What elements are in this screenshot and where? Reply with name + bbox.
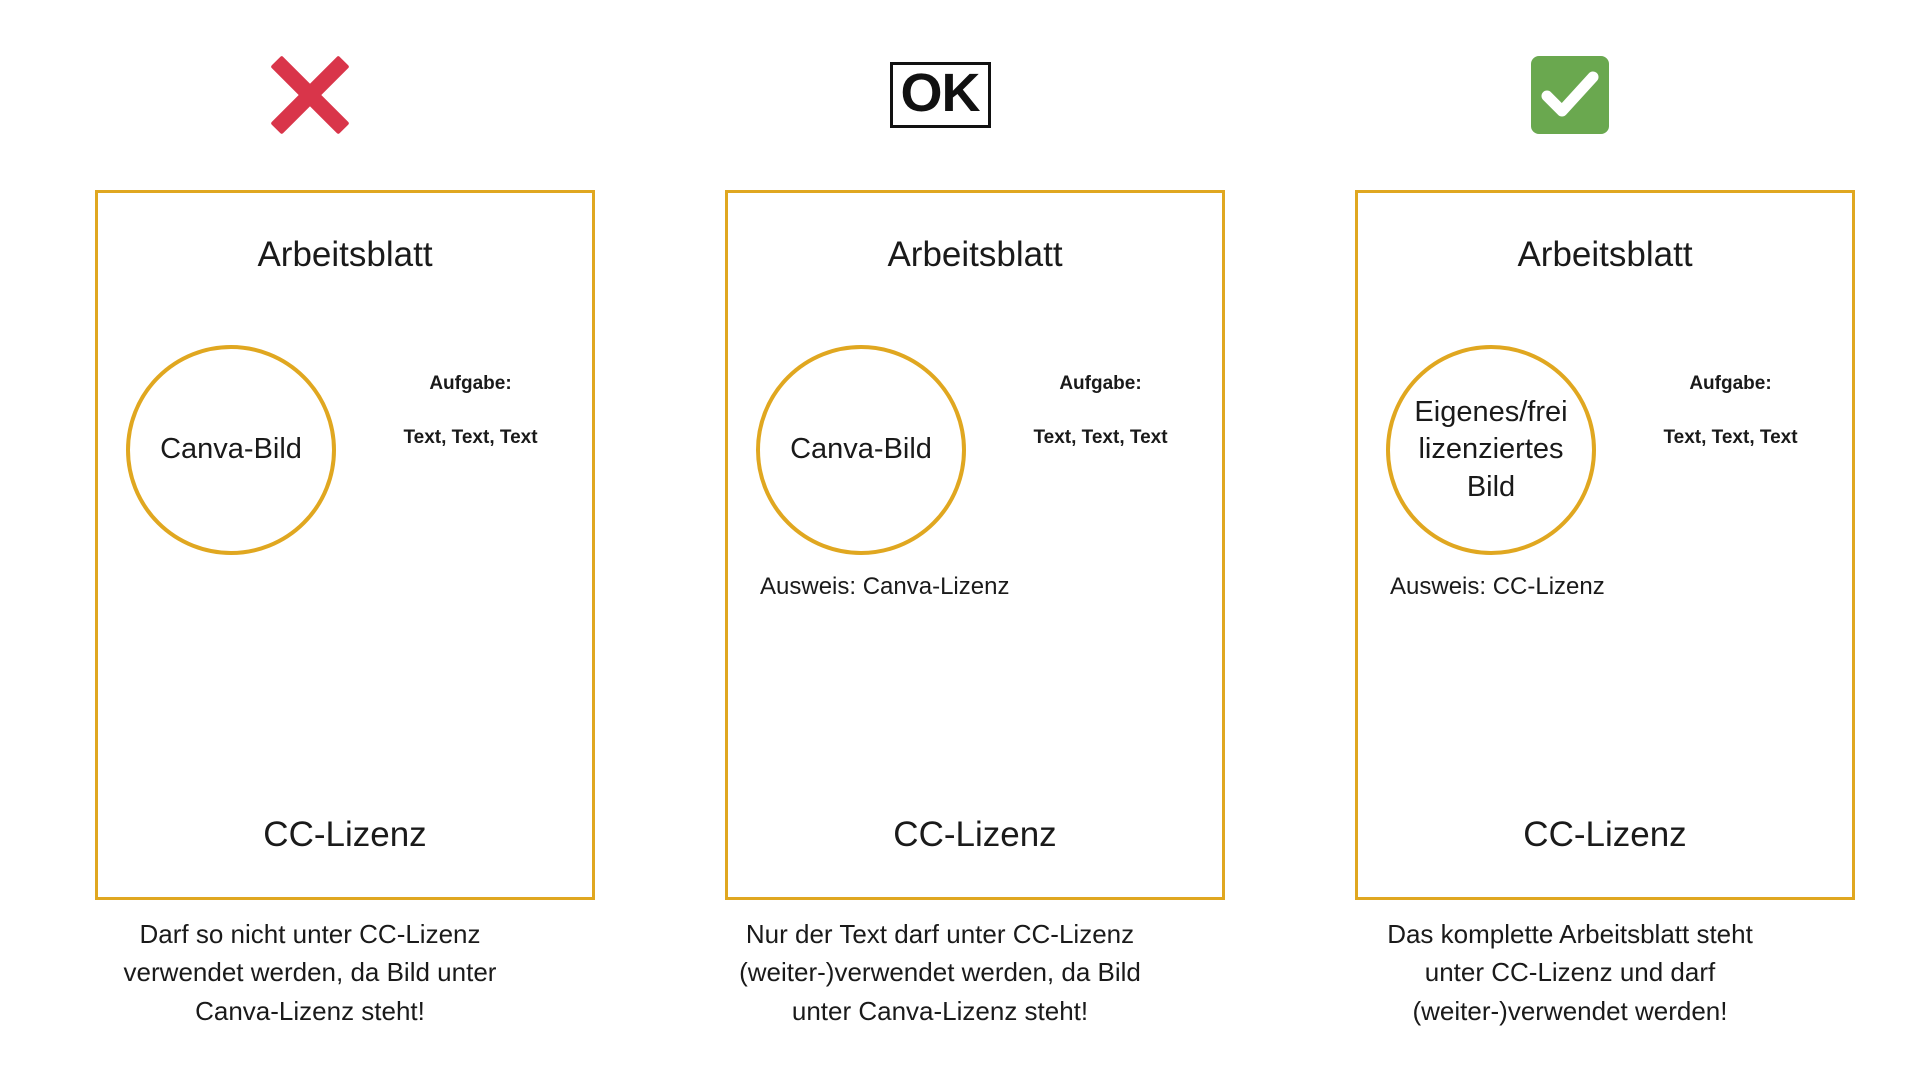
column-allowed (1290, 0, 1850, 1080)
license-note: Ausweis: Canva-Lizenz (760, 573, 1010, 600)
caption-line: Nur der Text darf unter CC-Lizenz (745, 919, 1135, 949)
worksheet-title: Arbeitsblatt (1517, 235, 1693, 274)
task-block (363, 373, 578, 449)
worksheet-title: Arbeitsblatt (887, 235, 1063, 274)
task-label: Aufgabe: (1059, 373, 1142, 394)
status-indicator-ok (660, 40, 1220, 150)
status-indicator-check (1290, 40, 1850, 150)
worksheet-title: Arbeitsblatt (257, 235, 433, 274)
cross-icon (264, 49, 356, 141)
caption-line: Canva-Lizenz steht! (195, 995, 425, 1026)
image-placeholder-circle: Canva-Bild (126, 345, 336, 555)
task-block (993, 373, 1208, 449)
task-label: Aufgabe: (1689, 373, 1772, 394)
caption-line: verwendet werden, da Bild unter (123, 957, 497, 988)
check-icon (1531, 56, 1609, 134)
worksheet-footer-license: CC-Lizenz (893, 815, 1057, 854)
worksheet-footer-license: CC-Lizenz (1523, 815, 1687, 854)
caption-line: (weiter-)verwendet werden, da Bild (739, 957, 1141, 988)
license-note: Ausweis: CC-Lizenz (1390, 573, 1605, 600)
worksheet-card (95, 190, 595, 900)
ok-badge: OK (890, 62, 991, 128)
worksheet-card (1355, 190, 1855, 900)
task-text: Text, Text, Text (1663, 427, 1798, 448)
caption-line: unter CC-Lizenz und darf (1424, 957, 1716, 988)
task-text: Text, Text, Text (1033, 427, 1168, 448)
column-partially-allowed (660, 0, 1220, 1080)
task-block (1623, 373, 1838, 449)
caption (60, 915, 560, 1030)
caption (690, 915, 1190, 1030)
status-indicator-cross (30, 40, 590, 150)
worksheet-footer-license: CC-Lizenz (263, 815, 427, 854)
task-label: Aufgabe: (429, 373, 512, 394)
worksheet-card (725, 190, 1225, 900)
image-placeholder-circle: Eigenes/frei lizenziertes Bild (1386, 345, 1596, 555)
caption-line: unter Canva-Lizenz steht! (791, 995, 1089, 1026)
task-text: Text, Text, Text (403, 427, 538, 448)
caption (1320, 915, 1820, 1030)
column-not-allowed (30, 0, 590, 1080)
caption-line: Das komplette Arbeitsblatt steht (1387, 919, 1753, 949)
caption-line: Darf so nicht unter CC-Lizenz (139, 919, 481, 949)
caption-line: (weiter-)verwendet werden! (1412, 995, 1728, 1026)
image-placeholder-circle: Canva-Bild (756, 345, 966, 555)
